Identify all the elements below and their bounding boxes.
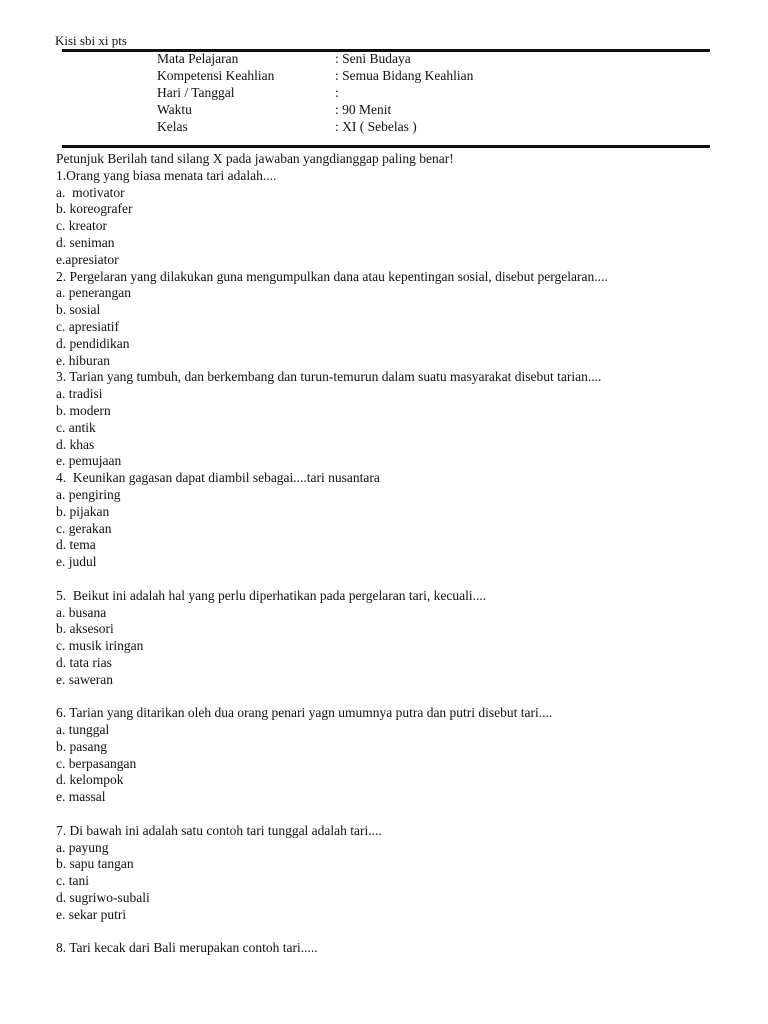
answer-option: d. pendidikan [56,335,130,351]
answer-option: d. tema [56,537,96,553]
answer-option: a. tradisi [56,386,103,402]
question-block [56,269,756,370]
question-block [56,705,756,806]
question-text: 6. Tarian yang ditarikan oleh dua orang penari yagn umumnya putra dan putri disebut tari.... [56,705,553,721]
answer-option: b. koreografer [56,201,133,217]
question-text: 3. Tarian yang tumbuh, dan berkembang dan turun-temurun dalam suatu masyarakat disebut tarian.... [56,369,602,385]
answer-option: e.apresiator [56,251,119,267]
exam-info-row-class [157,118,473,135]
exam-info-value: : XI ( Sebelas ) [335,119,417,134]
answer-option: c. antik [56,419,96,435]
question-text: 8. Tari kecak dari Bali merupakan contoh tari..... [56,940,318,956]
answer-option: a. pengiring [56,486,121,502]
question-block [56,940,756,957]
answer-option: e. sekar putri [56,906,127,922]
question-text: 2. Pergelaran yang dilakukan guna mengumpulkan dana atau kepentingan sosial, disebut pergelaran.... [56,268,608,284]
exam-info-label: Hari / Tanggal [157,85,235,100]
answer-option: c. berpasangan [56,755,137,771]
answer-option: a. penerangan [56,285,131,301]
answer-option: e. hiburan [56,352,110,368]
answer-option: c. kreator [56,218,107,234]
instructions: Petunjuk Berilah tand silang X pada jawaban yangdianggap paling benar! [56,151,454,166]
exam-info-label: Mata Pelajaran [157,51,239,66]
answer-option: e. massal [56,789,106,805]
exam-info-value: : Seni Budaya [335,51,411,66]
question-block [56,823,756,924]
exam-info-row-competency [157,67,473,84]
question-text: 1.Orang yang biasa menata tari adalah.... [56,167,277,183]
answer-option: a. motivator [56,184,125,200]
exam-body [56,151,756,957]
answer-option: e. judul [56,554,97,570]
exam-info-label: Kelas [157,119,188,134]
answer-option: b. modern [56,402,111,418]
question-block [56,588,756,689]
question-block [56,168,756,269]
question-text: 4. Keunikan gagasan dapat diambil sebagai....tari nusantara [56,470,380,486]
exam-info-row-subject [157,50,473,67]
header-bottom-rule [62,145,710,148]
exam-info-row-duration [157,101,473,118]
question-list [56,168,756,957]
exam-info-row-date [157,84,473,101]
answer-option: b. pijakan [56,503,110,519]
answer-option: d. sugriwo-subali [56,890,150,906]
exam-info-table [157,50,473,135]
document-title: Kisi sbi xi pts [55,33,127,48]
question-text: 7. Di bawah ini adalah satu contoh tari tunggal adalah tari.... [56,822,382,838]
exam-info-label: Waktu [157,102,192,117]
answer-option: d. tata rias [56,654,112,670]
answer-option: a. busana [56,604,107,620]
exam-info-label: Kompetensi Keahlian [157,68,275,83]
answer-option: c. gerakan [56,520,112,536]
answer-option: a. tunggal [56,722,110,738]
answer-option: a. payung [56,839,109,855]
exam-info-value: : Semua Bidang Keahlian [335,68,474,83]
answer-option: b. aksesori [56,621,114,637]
question-block [56,369,756,470]
answer-option: c. musik iringan [56,638,144,654]
answer-option: b. pasang [56,738,107,754]
question-text: 5. Beikut ini adalah hal yang perlu diperhatikan pada pergelaran tari, kecuali.... [56,587,487,603]
answer-option: c. tani [56,873,89,889]
answer-option: d. kelompok [56,772,124,788]
answer-option: b. sosial [56,302,101,318]
answer-option: c. apresiatif [56,318,119,334]
answer-option: d. seniman [56,234,115,250]
answer-option: d. khas [56,436,95,452]
question-block [56,470,756,571]
answer-option: b. sapu tangan [56,856,134,872]
exam-info-value: : 90 Menit [335,102,392,117]
exam-info-value: : [335,85,339,100]
answer-option: e. saweran [56,671,113,687]
answer-option: e. pemujaan [56,453,122,469]
